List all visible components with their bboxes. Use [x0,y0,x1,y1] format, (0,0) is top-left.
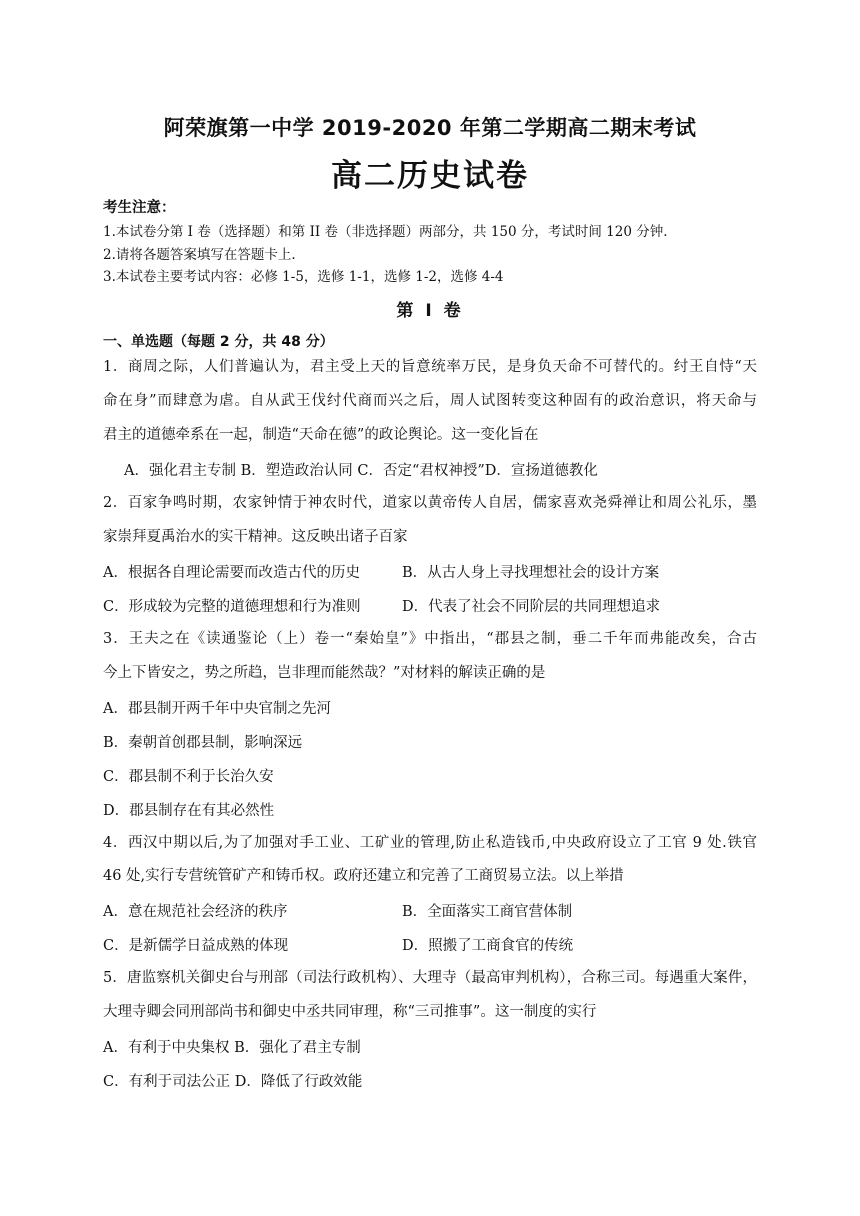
question-2-option-a: A．根据各自理论需要而改造古代的历史 [103,565,360,581]
question-2-text: 2．百家争鸣时期，农家钟情于神农时代，道家以黄帝传人自居，儒家喜欢尧舜禅让和周公礼乐，墨 [103,495,757,511]
question-5-text: 5．唐监察机关御史台与刑部（司法行政机构）、大理寺（最高审判机构），合称三司。每遇重大案件， [103,970,757,986]
question-1-options: A．强化君主专制 B．塑造政治认同 C．否定“君权神授”D．宣扬道德教化 [124,463,598,479]
question-3-option-b: B．秦朝首创郡县制，影响深远 [103,735,303,751]
question-3-text: 3．王夫之在《读通鉴论（上）卷一“秦始皇”》中指出，“郡县之制，垂二千年而弗能改矣，合古 [103,631,757,647]
question-3-option-d: D．郡县制存在有其必然性 [103,803,275,819]
question-5-options-cd: C．有利于司法公正 D．降低了行政效能 [103,1074,363,1090]
question-4-option-b: B．全面落实工商官营体制 [402,904,573,920]
notice-item: 2.请将各题答案填写在答题卡上. [103,247,296,263]
volume-title: 第 I 卷 [396,301,464,321]
question-4-text: 46 处,实行专营统管矿产和铸币权。政府还建立和完善了工商贸易立法。以上举措 [103,868,624,884]
question-4-option-c: C．是新儒学日益成熟的体现 [103,938,289,954]
notice-heading: 考生注意： [103,200,176,216]
question-3-option-a: A．郡县制开两千年中央官制之先河 [103,701,331,717]
question-2-text: 家崇拜夏禹治水的实干精神。这反映出诸子百家 [103,529,408,545]
question-4-option-a: A．意在规范社会经济的秩序 [103,904,288,920]
question-1-text: 命在身”而肆意为虐。自从武王伐纣代商而兴之后，周人试图转变这种固有的政治意识，将天命与 [103,393,757,409]
question-5-text: 大理寺卿会同刑部尚书和御史中丞共同审理，称“三司推事”。这一制度的实行 [103,1004,597,1020]
question-2-option-d: D．代表了社会不同阶层的共同理想追求 [402,599,661,615]
notice-item: 1.本试卷分第 I 卷（选择题）和第 II 卷（非选择题）两部分，共 150 分，考试时间 120 分钟. [103,224,668,240]
school-exam-title: 阿荣旗第一中学 2019-2020 年第二学期高二期末考试 [163,116,697,140]
question-1-text: 1．商周之际，人们普遍认为，君主受上天的旨意统率万民，是身负天命不可替代的。纣王自恃“天 [103,359,757,375]
question-4-text: 4．西汉中期以后,为了加强对手工业、工矿业的管理,防止私造钱币,中央政府设立了工官 9 处.铁官 [103,835,757,851]
question-4-option-d: D．照搬了工商食官的传统 [402,938,574,954]
question-2-option-c: C．形成较为完整的道德理想和行为准则 [103,599,361,615]
notice-item: 3.本试卷主要考试内容：必修 1-5，选修 1-1，选修 1-2，选修 4-4 [103,269,504,285]
exam-paper-title: 高二历史试卷 [331,158,529,194]
question-5-options-ab: A．有利于中央集权 B．强化了君主专制 [103,1040,361,1056]
section-heading: 一、单选题（每题 2 分，共 48 分） [103,334,334,350]
question-2-option-b: B．从古人身上寻找理想社会的设计方案 [402,565,660,581]
question-1-text: 君主的道德牵系在一起，制造“天命在德”的政论舆论。这一变化旨在 [103,427,539,443]
question-3-option-c: C．郡县制不利于长治久安 [103,769,274,785]
question-3-text: 今上下皆安之，势之所趋，岂非理而能然哉？”对材料的解读正确的是 [103,665,546,681]
